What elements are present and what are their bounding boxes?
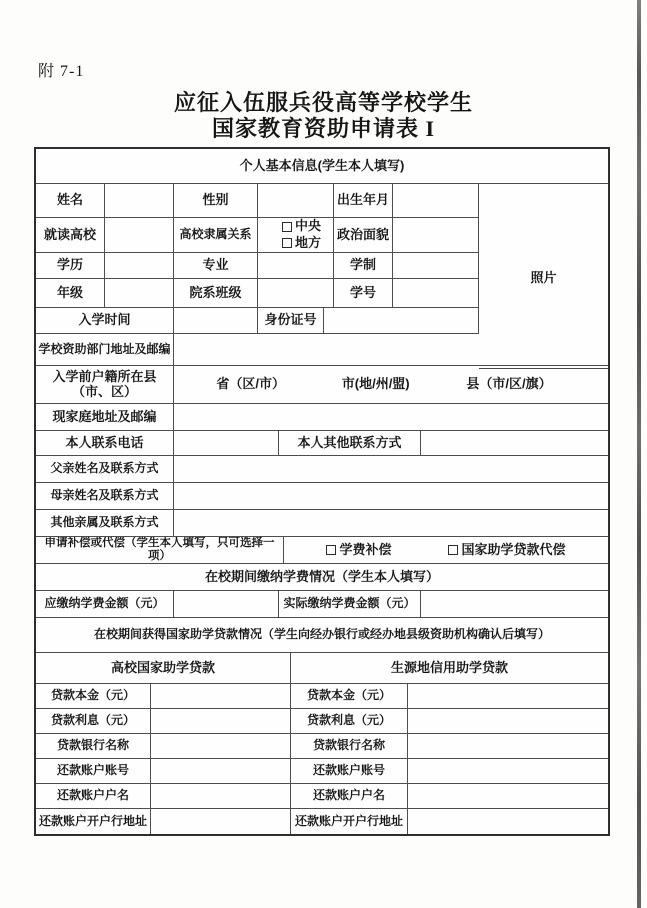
campus-repay-holder-label: 还款账户户名 <box>36 784 151 809</box>
row-apply-type <box>36 537 608 564</box>
politics-label: 政治面貌 <box>334 218 393 253</box>
duration-field[interactable] <box>393 253 479 279</box>
row-tuition-amounts <box>36 591 608 618</box>
row-father <box>36 456 608 483</box>
affiliation-local-option[interactable] <box>282 236 321 251</box>
affiliation-central-label: 中央 <box>295 218 322 234</box>
college-field[interactable] <box>105 218 174 253</box>
row-repay-account <box>36 759 608 784</box>
gender-label: 性别 <box>174 184 258 218</box>
row-repay-bank-addr <box>36 809 608 834</box>
origin-loan-principal-field[interactable] <box>408 684 608 709</box>
origin-repay-account-field[interactable] <box>408 759 608 784</box>
gender-field[interactable] <box>258 184 334 218</box>
origin-repay-account-label: 还款账户账号 <box>291 759 408 784</box>
application-form-table <box>34 147 610 836</box>
origin-county-label-line1: 入学前户籍所在县 <box>52 368 157 384</box>
mother-field[interactable] <box>174 483 608 510</box>
tuition-paid-label: 实际缴纳学费金额（元） <box>279 591 421 618</box>
campus-loan-interest-label: 贷款利息（元） <box>36 709 151 734</box>
affiliation-local-label: 地方 <box>295 235 322 250</box>
checkbox-central-icon[interactable] <box>282 222 292 232</box>
origin-loan-title: 生源地信用助学贷款 <box>291 653 608 684</box>
row-home-addr <box>36 404 608 431</box>
affiliation-central-option[interactable] <box>282 219 321 234</box>
row-loan-principal <box>36 684 608 709</box>
grade-label: 年级 <box>36 279 105 308</box>
checkbox-local-icon[interactable] <box>282 238 292 248</box>
section-loan-header-row <box>36 618 608 653</box>
campus-loan-title: 高校国家助学贷款 <box>36 653 291 684</box>
row-loan-interest <box>36 709 608 734</box>
section-personal-header-row <box>36 149 608 184</box>
father-field[interactable] <box>174 456 608 483</box>
student-id-field[interactable] <box>393 279 479 308</box>
row-phone <box>36 431 608 456</box>
campus-repay-account-field[interactable] <box>151 759 291 784</box>
apply-type-options <box>284 537 608 564</box>
attachment-number: 附 7-1 <box>38 63 85 80</box>
dept-class-field[interactable] <box>258 279 334 308</box>
birth-label: 出生年月 <box>334 184 393 218</box>
form-title <box>0 90 647 142</box>
campus-loan-bank-label: 贷款银行名称 <box>36 734 151 759</box>
loan-repayment-label: 国家助学贷款代偿 <box>461 541 566 557</box>
home-addr-field[interactable] <box>174 404 608 431</box>
tuition-due-label: 应缴纳学费金额（元） <box>36 591 174 618</box>
school-aid-addr-label: 学校资助部门地址及邮编 <box>36 334 174 366</box>
origin-repay-holder-label: 还款账户户名 <box>291 784 408 809</box>
checkbox-loan-icon[interactable] <box>448 545 458 555</box>
tuition-compensation-option[interactable] <box>326 543 391 558</box>
campus-loan-principal-label: 贷款本金（元） <box>36 684 151 709</box>
relative-label: 其他亲属及联系方式 <box>36 510 174 537</box>
checkbox-tuition-icon[interactable] <box>326 545 336 555</box>
campus-loan-interest-field[interactable] <box>151 709 291 734</box>
row-origin-county <box>36 366 608 404</box>
campus-repay-bank-addr-field[interactable] <box>151 809 291 834</box>
affiliation-label: 高校隶属关系 <box>174 218 258 253</box>
relative-field[interactable] <box>174 510 608 537</box>
name-field[interactable] <box>105 184 174 218</box>
campus-repay-holder-field[interactable] <box>151 784 291 809</box>
campus-loan-bank-field[interactable] <box>151 734 291 759</box>
birth-field[interactable] <box>393 184 479 218</box>
college-label: 就读高校 <box>36 218 105 253</box>
apply-type-label: 申请补偿或代偿（学生本人填写，只可选择一项） <box>36 537 284 564</box>
origin-county-label-line2: （市、区） <box>71 383 137 399</box>
major-field[interactable] <box>258 253 334 279</box>
home-addr-label: 现家庭地址及邮编 <box>36 404 174 431</box>
major-label: 专业 <box>174 253 258 279</box>
county-hint: 县（市/区/旗） <box>466 376 552 392</box>
row-mother <box>36 483 608 510</box>
origin-loan-bank-field[interactable] <box>408 734 608 759</box>
form-title-line2: 国家教育资助申请表 I <box>211 116 436 141</box>
campus-loan-principal-field[interactable] <box>151 684 291 709</box>
other-contact-field[interactable] <box>421 431 608 456</box>
phone-label: 本人联系电话 <box>36 431 174 456</box>
mother-label: 母亲姓名及联系方式 <box>36 483 174 510</box>
row-repay-holder <box>36 784 608 809</box>
origin-county-field[interactable] <box>174 366 608 404</box>
photo-box: 照片 <box>479 184 608 369</box>
affiliation-options <box>258 218 334 253</box>
section-tuition-header-row <box>36 564 608 591</box>
section-tuition-header: 在校期间缴纳学费情况（学生本人填写） <box>36 564 608 591</box>
origin-loan-interest-field[interactable] <box>408 709 608 734</box>
id-number-field[interactable] <box>324 308 479 334</box>
origin-repay-bank-addr-label: 还款账户开户行地址 <box>291 809 408 834</box>
loan-repayment-option[interactable] <box>448 543 565 558</box>
city-hint: 市(地/州/盟) <box>341 376 410 392</box>
id-number-label: 身份证号 <box>258 308 324 334</box>
campus-repay-bank-addr-label: 还款账户开户行地址 <box>36 809 151 834</box>
form-title-line1: 应征入伍服兵役高等学校学生 <box>173 90 473 115</box>
father-label: 父亲姓名及联系方式 <box>36 456 174 483</box>
enroll-time-field[interactable] <box>174 308 258 334</box>
row-loan-bank <box>36 734 608 759</box>
tuition-compensation-label: 学费补偿 <box>339 541 392 557</box>
origin-loan-bank-label: 贷款银行名称 <box>291 734 408 759</box>
section-loan-header: 在校期间获得国家助学贷款情况（学生向经办银行或经办地县级资助机构确认后填写） <box>36 618 608 653</box>
row-relative <box>36 510 608 537</box>
origin-repay-holder-field[interactable] <box>408 784 608 809</box>
phone-field[interactable] <box>174 431 279 456</box>
name-label: 姓名 <box>36 184 105 218</box>
origin-repay-bank-addr-field[interactable] <box>408 809 608 834</box>
origin-loan-interest-label: 贷款利息（元） <box>291 709 408 734</box>
politics-field[interactable] <box>393 218 479 253</box>
tuition-due-field[interactable] <box>174 591 279 618</box>
campus-repay-account-label: 还款账户账号 <box>36 759 151 784</box>
grade-field[interactable] <box>105 279 174 308</box>
scan-artifact-line <box>637 0 641 908</box>
other-contact-label: 本人其他联系方式 <box>279 431 421 456</box>
province-hint: 省（区/市） <box>216 376 285 392</box>
tuition-paid-field[interactable] <box>421 591 608 618</box>
dept-class-label: 院系班级 <box>174 279 258 308</box>
origin-loan-principal-label: 贷款本金（元） <box>291 684 408 709</box>
enroll-time-label: 入学时间 <box>36 308 174 334</box>
duration-label: 学制 <box>334 253 393 279</box>
degree-label: 学历 <box>36 253 105 279</box>
section-personal-header: 个人基本信息(学生本人填写) <box>36 149 608 184</box>
student-id-label: 学号 <box>334 279 393 308</box>
degree-field[interactable] <box>105 253 174 279</box>
origin-county-label <box>36 366 174 404</box>
row-loan-titles <box>36 653 608 684</box>
